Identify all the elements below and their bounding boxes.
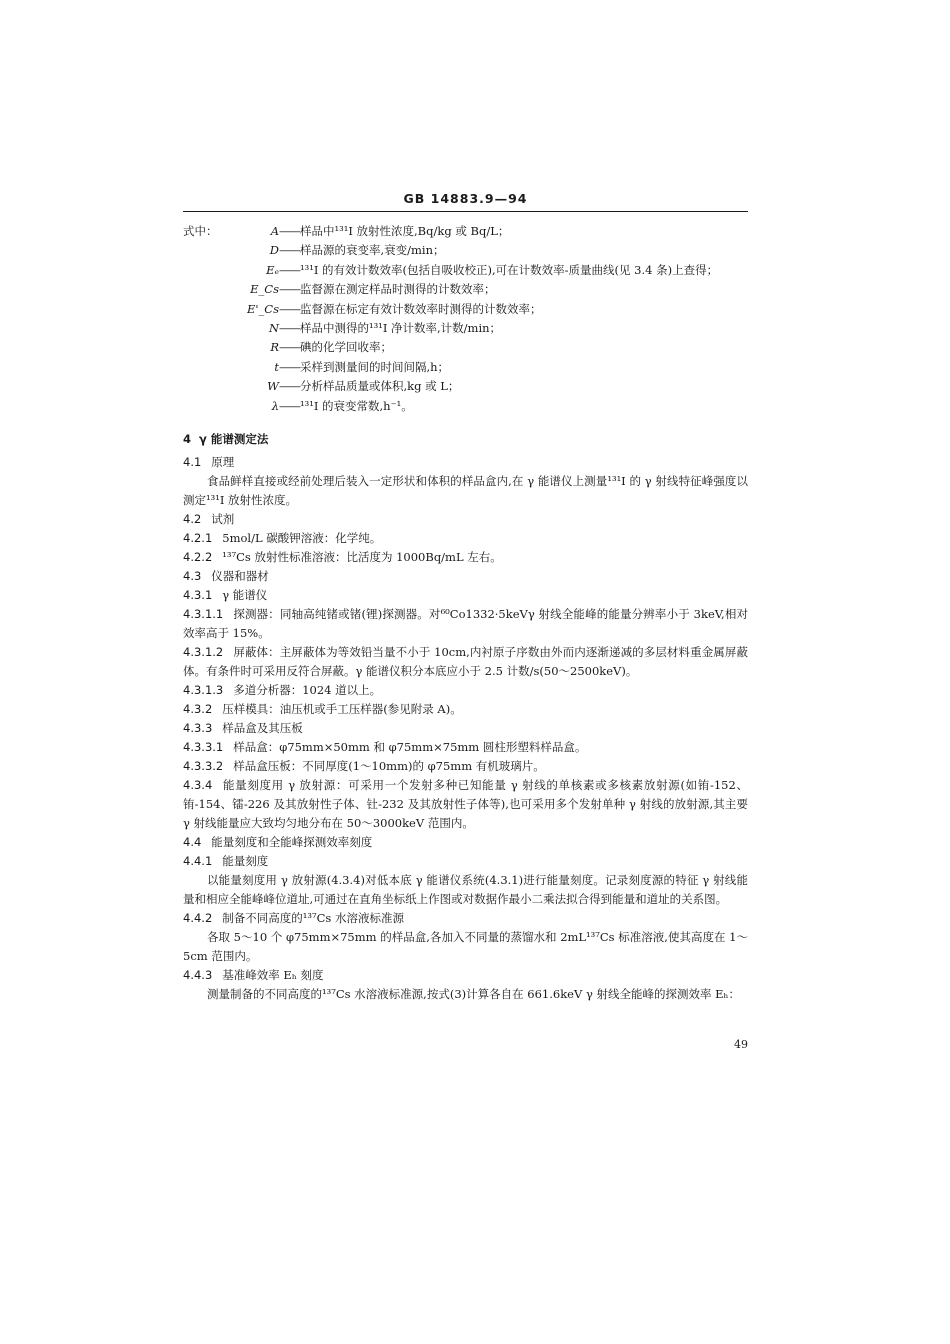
legend-symbol: D [269,243,279,258]
section-4-3-1-heading: 4.3.1 γ 能谱仪 [183,587,268,602]
section-4-3-3-2: 4.3.3.2 样品盒压板：不同厚度(1～10mm)的 φ75mm 有机玻璃片。 [183,758,545,773]
section-4-4-3-text: 测量制备的不同高度的¹³⁷Cs 水溶液标准源,按式(3)计算各自在 661.6keV γ 射线全能峰的探测效率 Eₕ： [207,986,740,1001]
section-4-3-1-1: 4.3.1.1 探测器：同轴高纯锗或锗(锂)探测器。对⁶⁰Co1332·5keVγ 射线全能峰的能量分辨率小于 3keV,相对效率高于 15%。 [183,606,748,640]
legend-description: 采样到测量间的时间间隔,h； [300,359,450,374]
section-4-4-3-heading: 4.4.3 基准峰效率 Eₕ 刻度 [183,967,324,982]
page-number: 49 [734,1038,748,1051]
section-4-3-1-2: 4.3.1.2 屏蔽体：主屏蔽体为等效铅当量不小于 10cm,内衬原子序数由外而内逐渐递减的多层材料重金属屏蔽体。有条件时可采用反符合屏蔽。γ 能谱仪积分本底应小于 2.5 计数/s(50～2500keV)。 [183,644,748,678]
section-4-1-text: 食品鲜样直接或经前处理后装入一定形状和体积的样品盒内,在 γ 能谱仪上测量¹³¹I 的 γ 射线特征峰强度以测定¹³¹I 放射性浓度。 [183,473,748,507]
legend-description: 监督源在测定样品时测得的计数效率； [300,282,496,297]
section-4-1-heading: 4.1 原理 [183,454,235,469]
legend-dash: —— [279,379,300,394]
section-4-4-2-text: 各取 5～10 个 φ75mm×75mm 的样品盒,各加入不同量的蒸馏水和 2mL¹³⁷Cs 标准溶液,使其高度在 1～5cm 范围内。 [183,929,748,963]
legend-symbol: E_Cs [250,282,279,297]
legend-item [183,319,748,338]
legend-description: 监督源在标定有效计数效率时测得的计数效率； [300,301,542,316]
section-4-4-1-heading: 4.4.1 能量刻度 [183,853,269,868]
section-4-2-heading: 4.2 试剂 [183,511,235,526]
legend-item [183,261,748,280]
section-4-3-3-1: 4.3.3.1 样品盒：φ75mm×50mm 和 φ75mm×75mm 圆柱形塑料样品盒。 [183,739,587,754]
legend-description: ¹³¹I 的有效计数效率(包括自吸收校正),可在计数效率-质量曲线(见 3.4 条)上查得； [300,262,719,277]
legend-description: 样品源的衰变率,衰变/min； [300,243,445,258]
legend-description: 分析样品质量或体积,kg 或 L； [300,379,460,394]
legend-dash: —— [279,301,300,316]
legend-symbol: R [270,340,279,355]
legend-dash: —— [279,224,300,238]
legend-item [183,222,748,241]
legend-dash: —— [279,398,300,413]
legend-symbol: A [270,224,279,238]
section-4-2-2: 4.2.2 ¹³⁷Cs 放射性标准溶液：比活度为 1000Bq/mL 左右。 [183,549,502,564]
legend-description: 样品中测得的¹³¹I 净计数率,计数/min； [300,320,502,335]
section-4-3-heading: 4.3 仪器和器材 [183,568,269,583]
legend-dash: —— [279,282,300,297]
legend-dash: —— [279,243,300,258]
section-4-4-1-text: 以能量刻度用 γ 放射源(4.3.4)对低本底 γ 能谱仪系统(4.3.1)进行能量刻度。记录刻度源的特征 γ 射线能量和相应全能峰峰位道址,可通过在直角坐标纸上作图或对数据作最小二乘法拟合得到能量和道址的关系图。 [183,872,748,906]
legend-item [183,338,748,357]
section-4-heading: 4 γ 能谱测定法 [183,431,269,446]
legend-description: 样品中¹³¹I 放射性浓度,Bq/kg 或 Bq/L； [300,224,510,238]
section-4-3-3-heading: 4.3.3 样品盒及其压板 [183,720,303,735]
page-content [183,222,748,1004]
header-rule [183,211,748,212]
legend-symbol: N [268,320,279,335]
legend-dash: —— [279,320,300,335]
legend-item [183,358,748,377]
legend-item [183,280,748,299]
legend-item [183,241,748,260]
section-4-4-2-heading: 4.4.2 制备不同高度的¹³⁷Cs 水溶液标准源 [183,910,404,925]
section-4-3-4: 4.3.4 能量刻度用 γ 放射源：可采用一个发射多种已知能量 γ 射线的单核素或多核素放射源(如铕-152、铕-154、镭-226 及其放射性子体、钍-232 及其放射性子体等),也可采用多个发射单种 γ 射线的放射源,其主要 γ 射线能量应大致均匀地分布在 50～3000keV 范围内。 [183,777,748,830]
section-4-2-1: 4.2.1 5mol/L 碳酸钾溶液：化学纯。 [183,530,382,545]
legend-prefix: 式中： [183,224,218,238]
symbol-legend [183,222,748,416]
legend-item [183,397,748,416]
legend-symbol: λ [271,398,279,413]
legend-dash: —— [279,359,300,374]
section-4-3-1-3: 4.3.1.3 多道分析器：1024 道以上。 [183,682,382,697]
legend-dash: —— [279,340,300,355]
legend-dash: —— [279,262,300,277]
page-header: GB 14883.9—94 [403,191,528,206]
legend-symbol: Eₑ [266,262,279,277]
legend-symbol: t [274,359,279,374]
legend-symbol: E'_Cs [246,301,279,316]
legend-item [183,377,748,396]
section-4-3-2: 4.3.2 压样模具：油压机或手工压样器(参见附录 A)。 [183,701,462,716]
legend-symbol: W [267,379,279,394]
section-4-4-heading: 4.4 能量刻度和全能峰探测效率刻度 [183,834,373,849]
legend-description: ¹³¹I 的衰变常数,h⁻¹。 [300,398,413,413]
legend-description: 碘的化学回收率； [300,340,392,355]
legend-item [183,300,748,319]
